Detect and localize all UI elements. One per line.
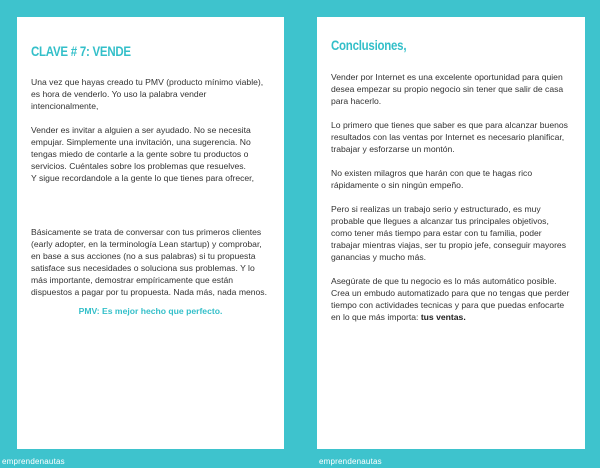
- footer-brand-left: emprendenautas: [2, 457, 65, 466]
- right-paragraph-5: [331, 275, 571, 323]
- left-paragraph-3: Y sigue recordandole a la gente lo que tienes para ofrecer,: [31, 173, 254, 183]
- left-paragraph-4: Básicamente se trata de conversar con tus primeros clientes (early adopter, en la terminología Lean startup) y comprobar, en base a sus acciones (no a sus palabras) si tu propuesta satisface sus necesidades o soluciona sus problemas. Y lo más importante, demostrar empíricamente que están dispuestos a pagar por tu propuesta. Nada más, nada menos.: [31, 227, 267, 297]
- right-paragraph-5-emphasis: tus ventas.: [420, 312, 466, 322]
- right-paragraph-5-text: Asegúrate de que tu negocio es lo más automático posible. Crea un embudo automatizado para que no tengas que perder tiempo con actividades tecnicas y para que puedas enfocarte en lo que más importa:: [331, 276, 570, 322]
- right-paragraph-3: No existen milagros que harán con que te hagas rico rápidamente o sin ningún empeño.: [331, 168, 533, 190]
- right-page: [317, 17, 585, 449]
- left-page-title: CLAVE # 7: VENDE: [31, 43, 131, 59]
- right-paragraph-1: Vender por Internet es una excelente oportunidad para quien desea empezar su propio negocio sin tener que salir de casa para hacerlo.: [331, 72, 564, 106]
- left-paragraph-2: Vender es invitar a alguien a ser ayudado. No se necesita empujar. Simplemente una invitación, una sugerencia. No tengas miedo de contarle a la gente sobre tu productos o servicios. Cuéntales sobre los problemas que resuelves.: [31, 125, 251, 171]
- right-page-title: Conclusiones,: [331, 37, 407, 53]
- right-paragraph-2: Lo primero que tienes que saber es que para alcanzar buenos resultados con las ventas por Internet es necesario planificar, trabajar y esforzarse un montón.: [331, 120, 568, 154]
- spacer: [31, 196, 270, 226]
- right-paragraph-4: Pero si realizas un trabajo serio y estructurado, es muy probable que llegues a alcanzar tus principales objetivos, como tener más tiempo para estar con tu familia, poder trabajar mientras viajas, ser tu propio jefe, conseguir mayores ganancias y mucho más.: [331, 204, 567, 262]
- footer-brand-right: emprendenautas: [319, 457, 382, 466]
- left-tagline: PMV: Es mejor hecho que perfecto.: [78, 306, 223, 316]
- left-paragraph-1: Una vez que hayas creado tu PMV (producto mínimo viable), es hora de venderlo. Yo uso la palabra vender intencionalmente,: [31, 77, 264, 111]
- left-page: [17, 17, 284, 449]
